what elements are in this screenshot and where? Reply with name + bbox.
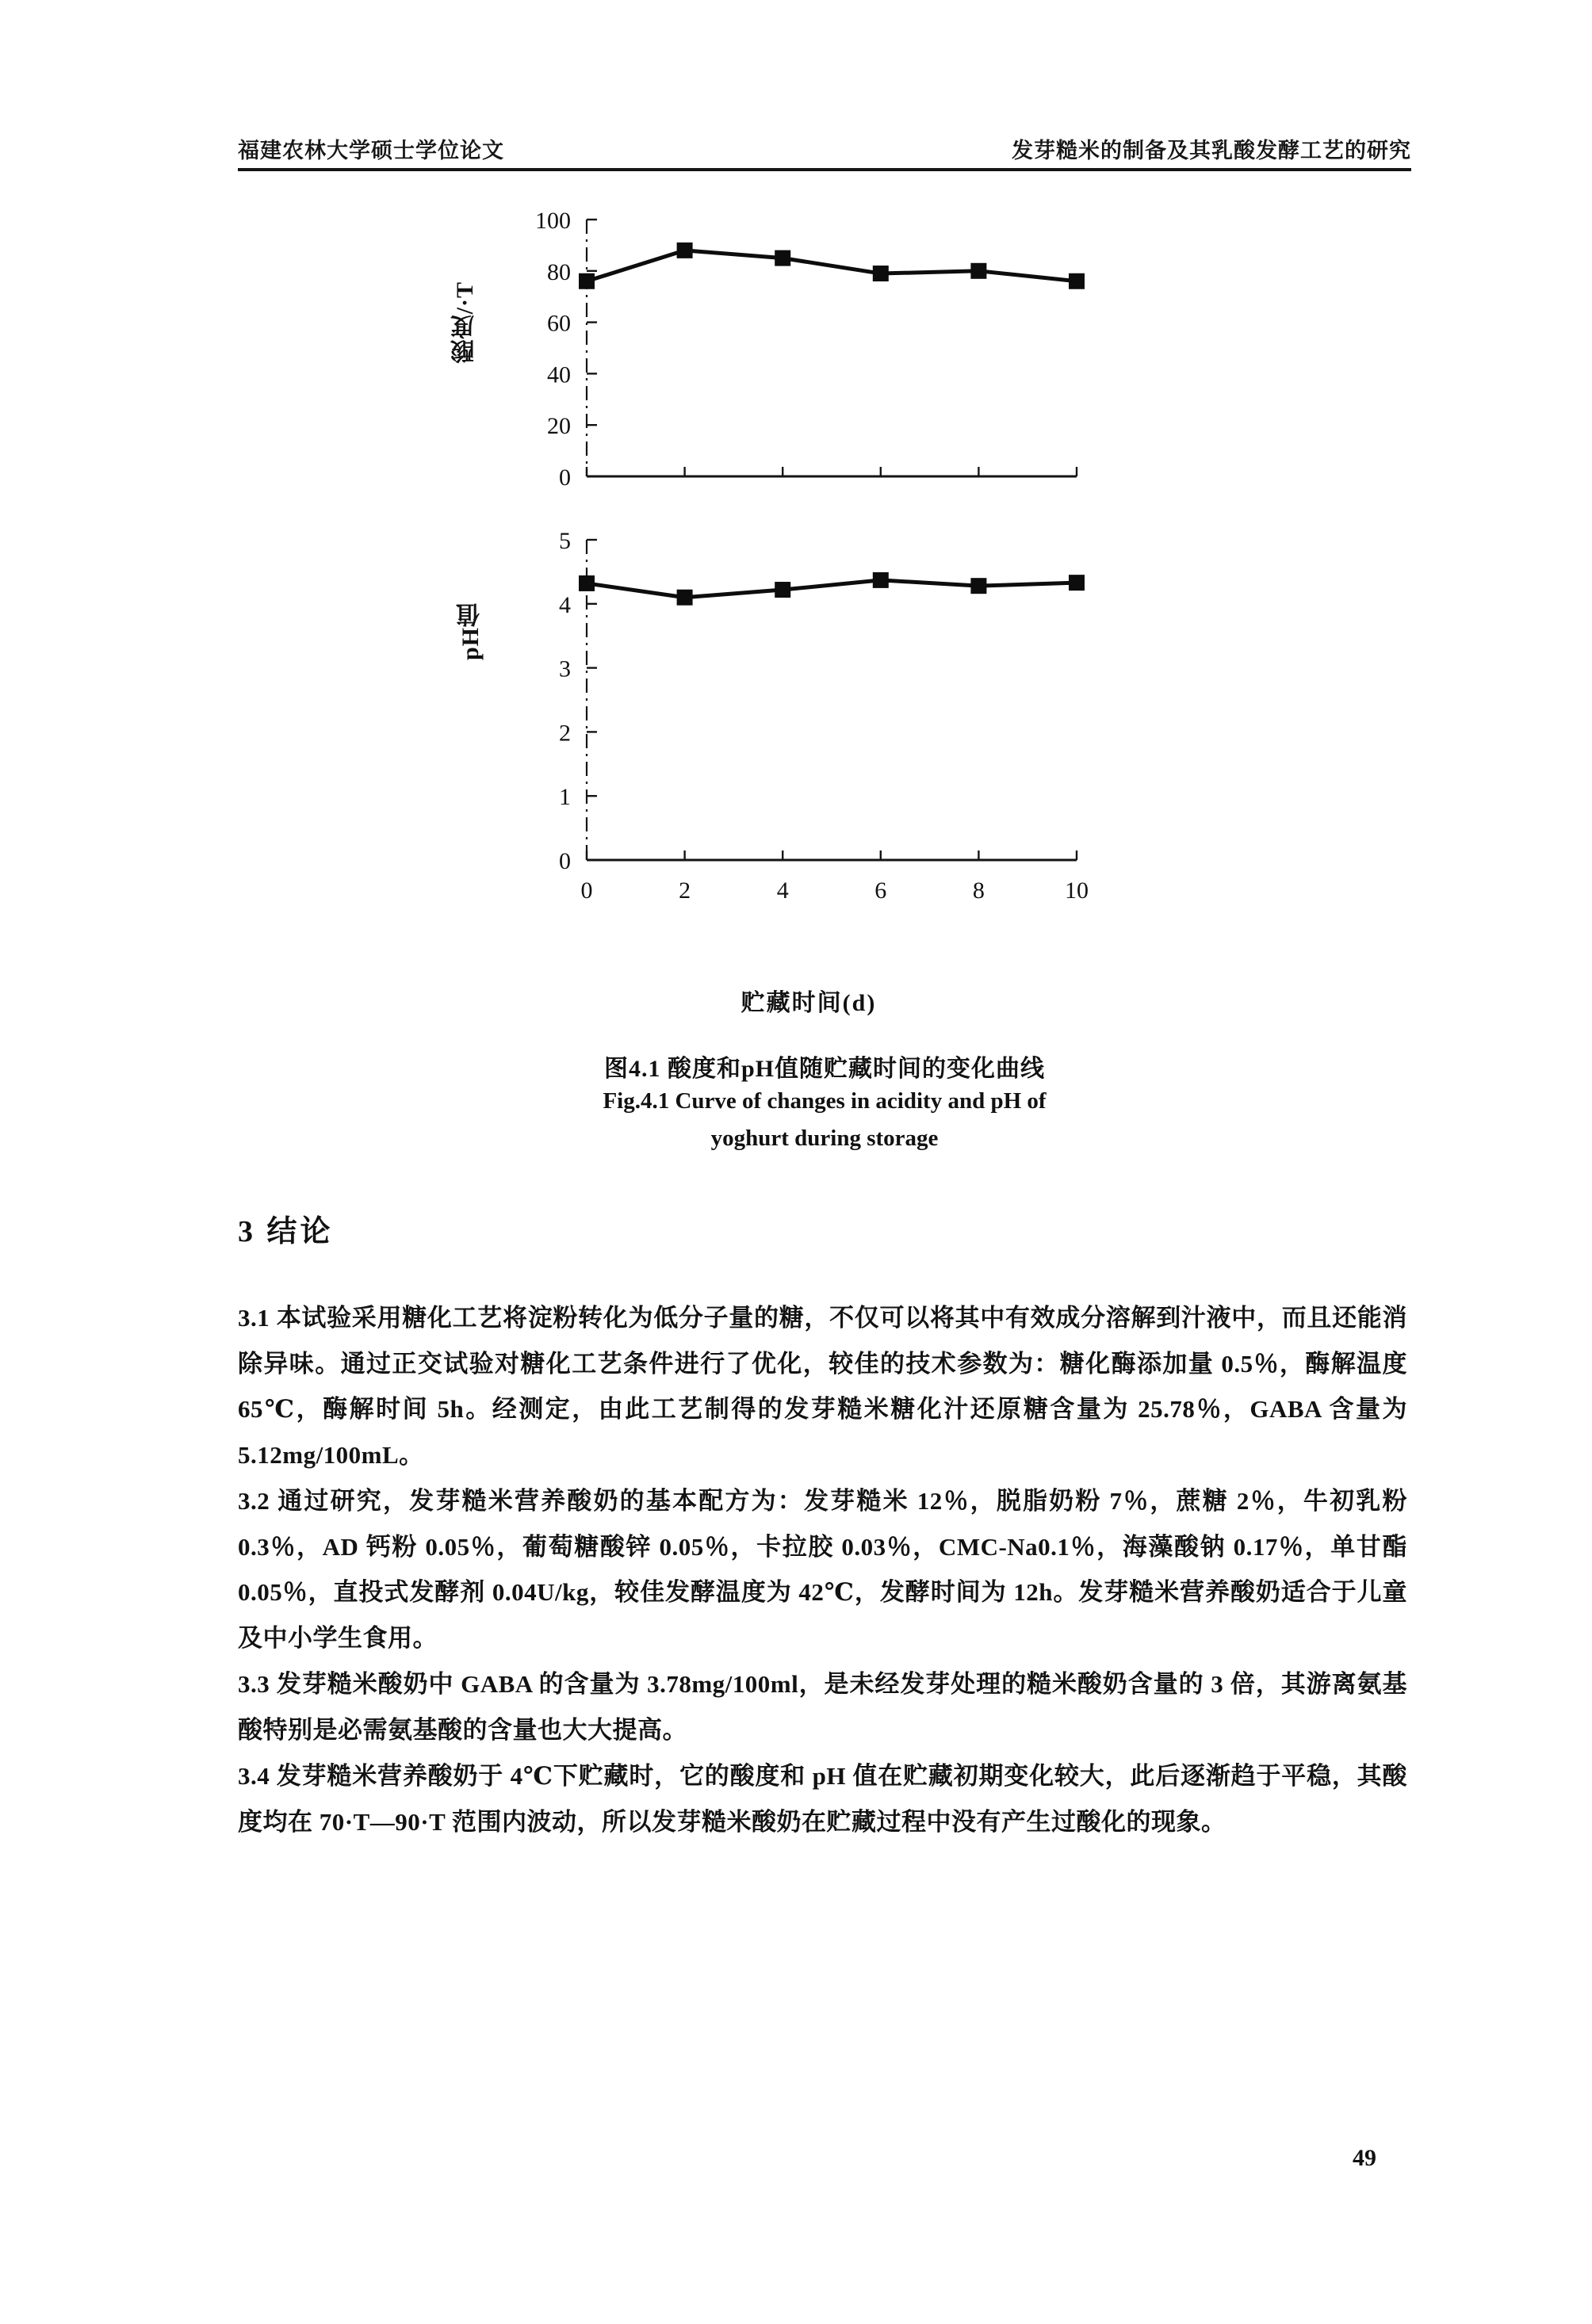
figure-caption-chinese: 图4.1 酸度和pH值随贮藏时间的变化曲线 <box>603 1056 1046 1082</box>
acidity-line-chart <box>523 202 1094 511</box>
y-tick-label: 3 <box>559 656 571 682</box>
data-point-marker <box>677 243 693 258</box>
y-tick-label: 20 <box>547 413 571 440</box>
data-point-marker <box>873 572 889 588</box>
x-tick-label: 0 <box>580 877 593 904</box>
header-university-title: 福建农林大学硕士学位论文 <box>238 139 504 162</box>
data-point-marker <box>677 590 693 606</box>
y-tick-label: 80 <box>547 258 571 285</box>
data-point-marker <box>873 266 889 281</box>
page-number: 49 <box>1353 2145 1376 2171</box>
y-tick-label: 60 <box>547 310 571 337</box>
data-point-marker <box>775 250 790 266</box>
y-tick-label: 100 <box>535 208 571 234</box>
ph-line-chart <box>523 519 1094 915</box>
y-tick-label: 2 <box>559 720 571 747</box>
y-tick-label: 4 <box>559 591 571 618</box>
paragraph-3-3: 3.3 发芽糙米酸奶中 GABA 的含量为 3.78mg/100ml，是未经发芽处理的糙米酸奶含量的 3 倍，其游离氨基酸特别是必需氨基酸的含量也大大提高。 <box>238 1670 1407 1744</box>
paragraph-3-4: 3.4 发芽糙米营养酸奶于 4℃下贮藏时，它的酸度和 pH 值在贮藏初期变化较大，此后逐渐趋于平稳，其酸度均在 70·T—90·T 范围内波动，所以发芽糙米酸奶在贮藏过程中没有产生过酸化的现象。 <box>238 1762 1407 1836</box>
x-tick-label: 10 <box>1065 877 1089 904</box>
figure-4-1 <box>238 202 1411 1185</box>
acidity-y-axis-title: 酸度/·T <box>452 281 478 364</box>
x-tick-label: 6 <box>874 877 887 904</box>
paragraph-3-1: 3.1 本试验采用糖化工艺将淀粉转化为低分子量的糖，不仅可以将其中有效成分溶解到汁液中，而且还能消除异味。通过正交试验对糖化工艺条件进行了优化，较佳的技术参数为：糖化酶添加量 0.5％，酶解温度 65℃，酶解时间 5h。经测定，由此工艺制得的发芽糙米糖化汁还原糖含量为 25.78％，GABA 含量为 5.12mg/100mL。 <box>238 1304 1407 1469</box>
running-header <box>238 133 1411 189</box>
header-thesis-title: 发芽糙米的制备及其乳酸发酵工艺的研究 <box>1012 139 1411 162</box>
ph-y-axis-title: pH值 <box>457 602 484 661</box>
y-tick-label: 1 <box>559 784 571 811</box>
x-tick-label: 2 <box>679 877 691 904</box>
data-point-marker <box>1069 273 1085 289</box>
header-divider <box>238 168 1411 171</box>
data-point-marker <box>970 263 986 279</box>
x-axis-title: 贮藏时间(d) <box>741 990 877 1016</box>
body-text <box>238 1295 1407 1845</box>
data-point-marker <box>970 578 986 594</box>
data-point-marker <box>579 575 595 591</box>
section-heading-conclusion: 3 结论 <box>238 1215 334 1248</box>
x-tick-label: 8 <box>972 877 985 904</box>
y-tick-label: 0 <box>559 848 571 874</box>
y-tick-label: 0 <box>559 464 571 491</box>
ph-chart-svg <box>523 519 1094 915</box>
acidity-chart-svg <box>523 202 1094 511</box>
figure-caption-english-line2: yoghurt during storage <box>710 1126 939 1151</box>
paragraph-3-2: 3.2 通过研究，发芽糙米营养酸奶的基本配方为：发芽糙米 12％，脱脂奶粉 7％，蔗糖 2％，牛初乳粉 0.3％，AD 钙粉 0.05％，葡萄糖酸锌 0.05％，卡拉胶 0.03％，CMC-Na0.1％，海藻酸钠 0.17％，单甘酯 0.05％，直投式发酵剂 0.04U/kg，较佳发酵温度为 42℃，发酵时间为 12h。发芽糙米营养酸奶适合于儿童及中小学生食用。 <box>238 1487 1407 1652</box>
figure-caption-english-line1: Fig.4.1 Curve of changes in acidity and pH of <box>603 1088 1047 1114</box>
y-tick-label: 5 <box>559 528 571 554</box>
data-point-marker <box>579 273 595 289</box>
data-point-marker <box>1069 575 1085 591</box>
x-tick-label: 4 <box>776 877 789 904</box>
y-tick-label: 40 <box>547 361 571 388</box>
data-point-marker <box>775 582 790 598</box>
